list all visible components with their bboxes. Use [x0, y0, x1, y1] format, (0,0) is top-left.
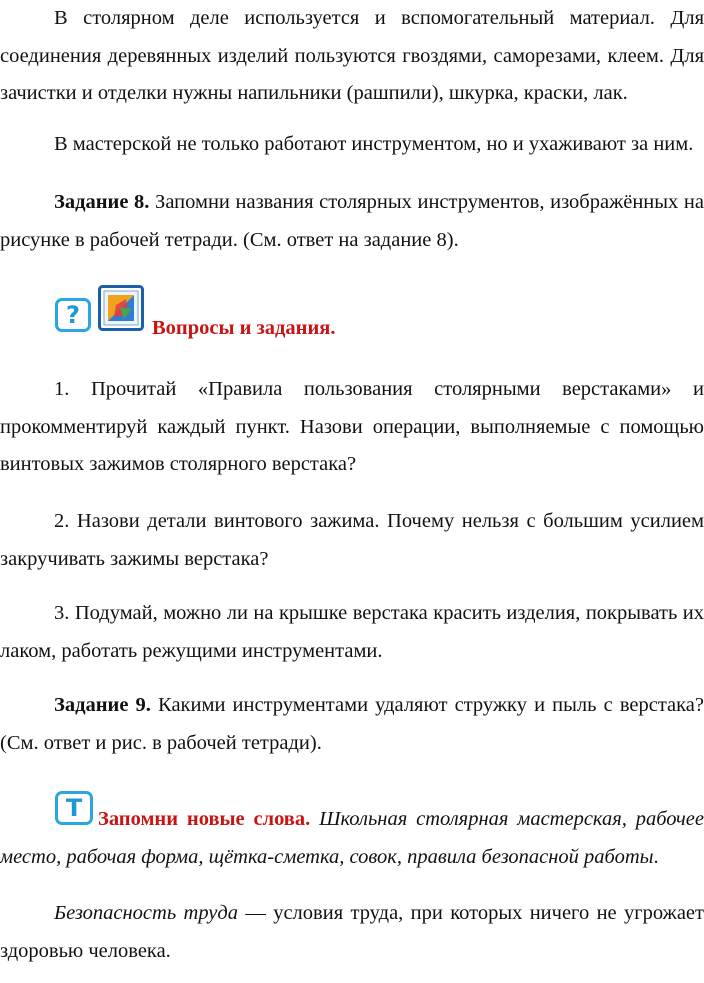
task-9: [0, 687, 704, 762]
question-3: [0, 595, 704, 670]
new-words: [0, 801, 704, 876]
terms-t-icon: T: [55, 791, 93, 825]
question-1: [0, 371, 704, 484]
task-8: [0, 184, 704, 259]
question-3-text: 3. Подумай, можно ли на крышке верстака красить изделия, покрывать их лаком, работать режущими инструментами.: [0, 602, 704, 662]
new-words-list: Школьная столярная мастерская, рабочее место, рабочая форма, щётка-сметка, совок, правила безопасной работы: [0, 808, 704, 868]
picture-icon: [98, 285, 144, 331]
new-words-label: Запомни новые слова.: [98, 808, 311, 830]
question-1-text: 1. Прочитай «Правила пользования столярными верстаками» и прокомментируй каждый пункт. Назови операции, выполняемые с помощью винтовых зажимов столярного верстака?: [0, 378, 704, 476]
task-9-body: Какими инструментами удаляют стружку и пыль с верстака? (См. ответ и рис. в рабочей тетради).: [0, 694, 704, 754]
task-8-label: Задание 8.: [54, 191, 150, 213]
task-9-text: [0, 687, 704, 762]
question-2-text: 2. Назови детали винтового зажима. Почему нельзя с большим усилием закручивать зажимы верстака?: [0, 510, 704, 570]
safety-term: Безопасность труда: [54, 902, 238, 924]
new-words-end: .: [653, 845, 659, 868]
safety-text: — условия труда, при которых ничего не угрожает здоровью человека.: [0, 902, 704, 962]
task-8-text: [0, 184, 704, 259]
questions-section-title: Вопросы и задания.: [152, 317, 336, 339]
new-words-text: [0, 801, 704, 876]
question-2: [0, 503, 704, 578]
paragraph-care: [0, 126, 704, 164]
paragraph-materials: [0, 0, 704, 113]
task-9-label: Задание 9.: [54, 694, 151, 716]
safety-definition-text: [0, 895, 704, 970]
paragraph-text: В мастерской не только работают инструментом, но и ухаживают за ним.: [54, 133, 694, 155]
task-8-body: Запомни названия столярных инструментов, изображённых на рисунке в рабочей тетради. (См. ответ на задание 8).: [0, 191, 704, 251]
safety-definition: [0, 895, 704, 970]
paragraph-text: В столярном деле используется и вспомогательный материал. Для соединения деревянных изделий пользуются гвоздями, саморезами, клеем. Для зачистки и отделки нужны напильники (рашпили), шкурка, краски, лак.: [0, 7, 704, 105]
question-mark-icon: ?: [55, 298, 91, 332]
